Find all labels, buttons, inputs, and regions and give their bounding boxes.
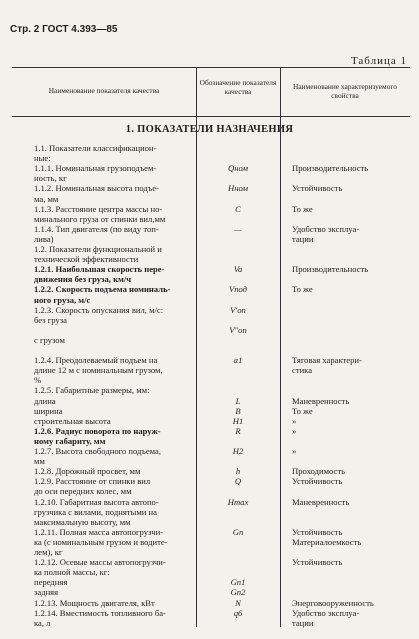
indicator-symbol: L [235, 395, 241, 406]
indicator-name: ширина [34, 405, 63, 416]
indicator-name: длине 12 м с номинальным грузом, [34, 365, 163, 376]
indicator-symbol: Hmax [227, 496, 249, 507]
indicator-name: ка полной массы, кг: [34, 567, 110, 578]
indicator-name: длина [34, 395, 56, 406]
characterized-property: То же [292, 203, 313, 214]
section-title: 1. ПОКАЗАТЕЛИ НАЗНАЧЕНИЯ [125, 124, 294, 135]
indicator-name: 1.2.11. Полная масса автопогрузчи- [34, 526, 164, 537]
column-header-symbol: Обозначение показателя качества [199, 78, 277, 96]
characterized-property: Маневренность [292, 395, 350, 406]
characterized-property: Производительность [292, 163, 369, 174]
indicator-name: задняя [34, 587, 59, 598]
indicator-name: 1.2.5. Габаритные размеры, мм: [34, 385, 150, 396]
table-title: Таблица 1 [350, 55, 407, 67]
indicator-name: ного груза, м/с [34, 294, 91, 305]
indicator-name: движения без груза, км/ч [34, 274, 132, 285]
characterized-property: » [292, 415, 297, 426]
indicator-symbol: V'оп [230, 304, 246, 315]
characterized-property: Устойчивость [292, 526, 343, 537]
indicator-name: ка, л [34, 617, 51, 628]
column-header-name: Наименование показателя качества [48, 86, 160, 95]
indicator-name: минального груза от спинки вил,мм [34, 213, 166, 224]
characterized-property: Проходимость [292, 466, 346, 477]
indicator-symbol: N [235, 597, 241, 608]
indicator-name: ному габариту, мм [34, 435, 106, 446]
indicator-name: 1.2.10. Габаритная высота автопо- [34, 496, 159, 507]
indicator-name: 1.1.1. Номинальная грузоподъем- [34, 163, 157, 174]
indicator-symbol: R [235, 425, 241, 436]
indicator-name: ма, мм [34, 193, 59, 204]
indicator-name: с грузом [34, 334, 65, 345]
indicator-symbol: Gп1 [230, 577, 246, 588]
characterized-property: Энерговооруженность [292, 597, 374, 608]
indicator-name: % [34, 375, 42, 386]
characterized-property: То же [292, 405, 313, 416]
indicator-name: 1.2.7. Высота свободного подъема, [34, 446, 161, 456]
indicator-symbol: V''оп [229, 324, 247, 335]
indicator-name: технической эффективности [34, 254, 139, 265]
indicator-symbol: Gп2 [230, 587, 246, 598]
indicator-symbol: α1 [233, 355, 243, 366]
characterized-property: Устойчивость [292, 476, 343, 487]
characterized-property: » [292, 425, 297, 436]
characterized-property: Устойчивость [292, 183, 343, 194]
characterized-property: Материалоемкость [292, 536, 362, 547]
page-header: Стр. 2 ГОСТ 4.393—85 [10, 24, 118, 35]
indicator-name: мм [34, 456, 45, 467]
indicator-name: 1.2.13. Мощность двигателя, кВт [34, 597, 155, 608]
indicator-name: ка (с номинальным грузом и водите- [34, 536, 168, 547]
characterized-property: Маневренность [292, 496, 350, 507]
characterized-property: стика [292, 365, 313, 376]
characterized-property: То же [292, 284, 313, 295]
indicator-name: 1.2.8. Дорожный просвет, мм [34, 466, 141, 477]
indicator-symbol: q6 [233, 607, 243, 618]
indicator-symbol: Gп [232, 526, 244, 537]
characterized-property: Удобство эксплуа- [292, 607, 360, 618]
characterized-property: Удобство эксплуа- [292, 223, 360, 234]
indicator-name: ность, кг [34, 173, 67, 184]
characterized-property: Устойчивость [292, 557, 343, 568]
indicator-name: 1.1.2. Номинальная высота подъе- [34, 183, 159, 194]
indicator-name: лива) [34, 233, 54, 244]
table-top-border [12, 67, 410, 68]
indicator-symbol: B [235, 405, 241, 416]
indicator-name: 1.2.6. Радиус поворота по наруж- [34, 425, 161, 436]
indicator-symbol: Vпод [228, 284, 248, 295]
indicator-symbol: H2 [232, 446, 244, 456]
characterized-property: тации [292, 617, 314, 628]
indicator-symbol: Va [233, 264, 243, 275]
characterized-property: Производительность [292, 264, 369, 275]
table-header-bottom-border [12, 116, 410, 117]
indicator-name: 1.2. Показатели функциональной и [34, 244, 162, 254]
indicator-name: 1.1. Показатели классификацион- [34, 143, 157, 153]
column-divider-2 [280, 67, 281, 627]
column-divider-1 [196, 67, 197, 627]
indicator-name: передняя [34, 577, 68, 588]
characterized-property: тации [292, 233, 314, 244]
column-header-property: Наименование характеризуемого свойства [293, 82, 397, 100]
indicator-name: 1.1.3. Расстояние центра массы но- [34, 203, 163, 214]
indicator-symbol: Q [234, 476, 242, 487]
indicator-name: максимальную высоту, мм [34, 516, 131, 527]
indicator-name: лем), кг [34, 547, 63, 557]
indicator-name: 1.2.9. Расстояние от спинки вил [34, 476, 151, 487]
indicator-name: 1.2.3. Скорость опускания вил, м/с: [34, 304, 164, 315]
indicator-name: 1.2.14. Вместимость топливного ба- [34, 607, 166, 618]
characterized-property: Тяговая характери- [292, 355, 362, 366]
indicator-name: 1.2.4. Преодолеваемый подъем на [34, 355, 158, 366]
indicator-name: без груза [34, 314, 67, 325]
indicator-name: строительная высота [34, 415, 111, 426]
indicator-name: грузчика с вилами, поднятыми на [34, 506, 157, 517]
indicator-symbol: H1 [232, 415, 244, 426]
indicator-name: 1.2.12. Осевые массы автопогрузчи- [34, 557, 166, 568]
indicator-symbol: C [235, 203, 241, 214]
indicator-name: до оси передних колес, мм [34, 486, 132, 497]
indicator-symbol: h [235, 466, 241, 477]
indicator-name: 1.2.1. Наибольшая скорость пере- [34, 264, 165, 275]
indicator-name: ные: [34, 153, 51, 164]
indicator-symbol: Qном [228, 163, 248, 174]
indicator-name: 1.1.4. Тип двигателя (по виду топ- [34, 223, 159, 234]
indicator-symbol: Hном [228, 183, 248, 194]
indicator-name: 1.2.2. Скорость подъема номиналь- [34, 284, 171, 295]
indicator-symbol: — [234, 223, 242, 234]
characterized-property: » [292, 446, 297, 456]
